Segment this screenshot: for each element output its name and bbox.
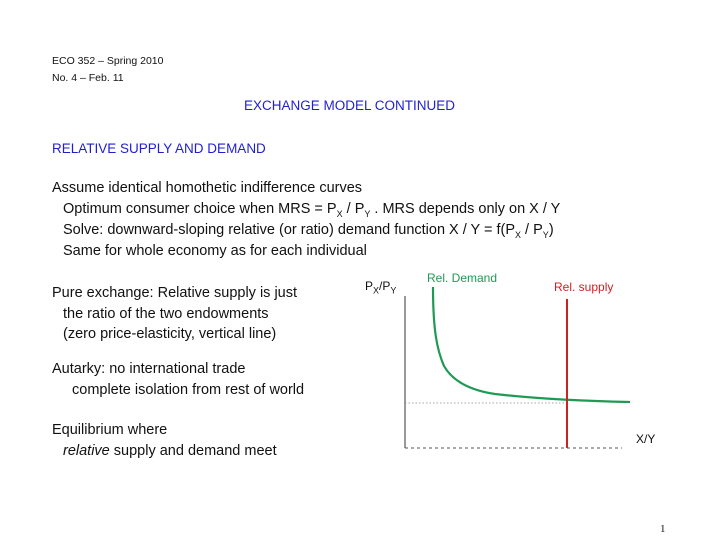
section-heading: RELATIVE SUPPLY AND DEMAND xyxy=(52,141,266,156)
page-number: 1 xyxy=(660,523,666,535)
y-label-sub-y: Y xyxy=(390,285,397,296)
mrs-text-suffix: . MRS depends only on X / Y xyxy=(370,201,561,217)
page-title: EXCHANGE MODEL CONTINUED xyxy=(244,98,456,113)
solve-sub-x: X xyxy=(515,229,522,240)
y-axis-label xyxy=(365,279,396,295)
mrs-sub-x: X xyxy=(336,208,343,219)
autarky-line-1: Autarky: no international trade xyxy=(52,361,246,377)
relative-demand-curve xyxy=(433,287,630,402)
y-label-p1: P xyxy=(365,279,374,293)
x-axis-label: X/Y xyxy=(636,432,656,446)
mrs-text-prefix: Optimum consumer choice when MRS = P xyxy=(63,201,337,217)
solve-text-suffix: ) xyxy=(548,222,554,238)
lecture-header: No. 4 – Feb. 11 xyxy=(52,72,124,84)
pure-exchange-line-3: (zero price-elasticity, vertical line) xyxy=(63,326,277,342)
course-header: ECO 352 – Spring 2010 xyxy=(52,55,164,67)
pure-exchange-line-1: Pure exchange: Relative supply is just xyxy=(52,285,298,301)
assumption-line-4: Same for whole economy as for each individual xyxy=(63,243,367,259)
rel-demand-label: Rel. Demand xyxy=(427,271,498,285)
solve-sub-y: Y xyxy=(542,229,549,240)
equilibrium-rest: supply and demand meet xyxy=(109,443,277,459)
equilibrium-line-1: Equilibrium where xyxy=(52,422,168,438)
mrs-text-mid: / P xyxy=(342,201,365,217)
pure-exchange-line-2: the ratio of the two endowments xyxy=(63,306,269,322)
rel-supply-label: Rel. supply xyxy=(554,280,614,294)
y-label-sub-x: X xyxy=(373,285,380,296)
solve-text-mid: / P xyxy=(521,222,543,238)
assumption-line-1: Assume identical homothetic indifference curves xyxy=(52,180,363,196)
y-label-slash: /P xyxy=(379,279,391,293)
relative-emphasis: relative xyxy=(63,443,110,459)
solve-text-prefix: Solve: downward-sloping relative (or ratio) demand function X / Y = f(P xyxy=(63,222,516,238)
autarky-line-2: complete isolation from rest of world xyxy=(72,382,305,398)
mrs-sub-y: Y xyxy=(364,208,371,219)
